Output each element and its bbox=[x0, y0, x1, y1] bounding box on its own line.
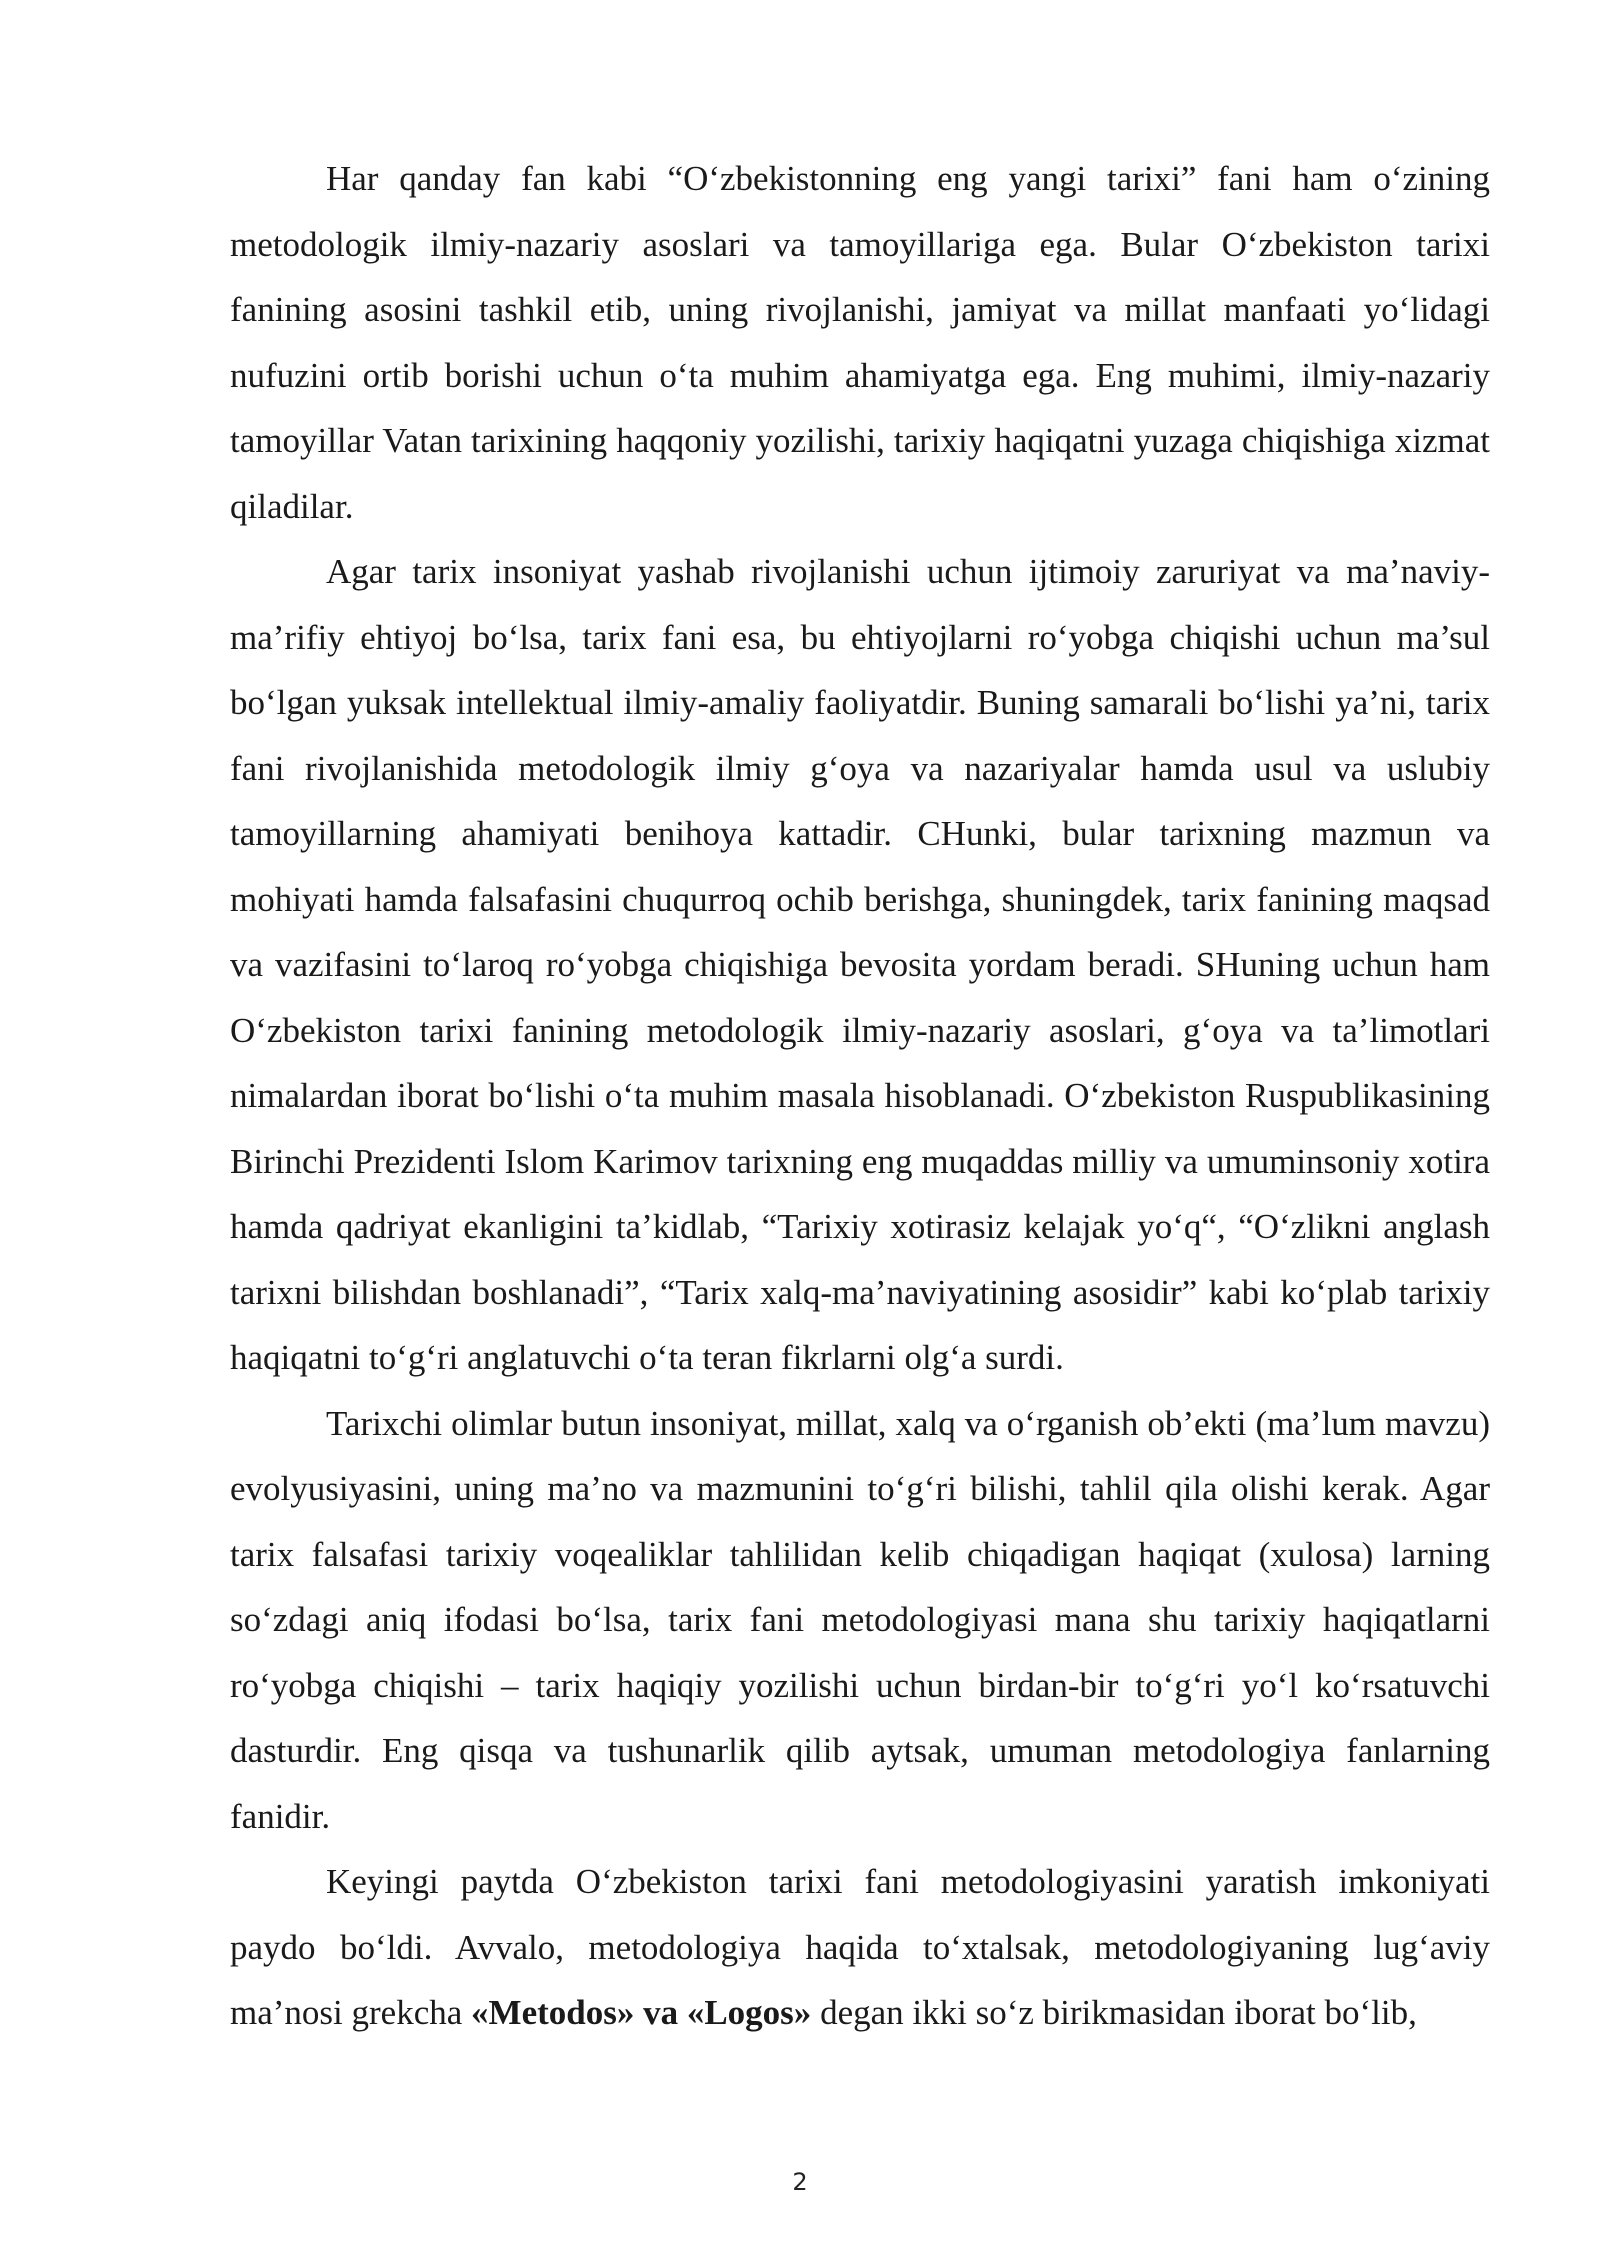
paragraph-3: Tarixchi olimlar butun insoniyat, millat, xalq va o‘rganish ob’ekti (ma’lum mavzu) evolyusiyasini, uning ma’no va mazmunini to‘g‘ri bilishi, tahlil qila olishi kerak. Agar tarix falsafasi tarixiy voqealiklar tahlilidan kelib chiqadigan haqiqat (xulosa) larning so‘zdagi aniq ifodasi bo‘lsa, tarix fani metodologiyasi mana shu tarixiy haqiqatlarni ro‘yobga chiqishi – tarix haqiqiy yozilishi uchun birdan-bir to‘g‘ri yo‘l ko‘rsatuvchi dasturdir. Eng qisqa va tushunarlik qilib aytsak, umuman metodologiya fanlarning fanidir. bbox=[230, 1403, 1490, 1836]
paragraph-4-text-after: degan ikki so‘z birikmasidan iborat bo‘lib, bbox=[811, 1993, 1417, 2032]
page-number: 2 bbox=[792, 2168, 808, 2196]
paragraph-4-text-before: Keyingi paytda O‘zbekiston tarixi fani metodologiyasini yaratish imkoniyati paydo bo‘ldi. Avvalo, metodologiya haqida to‘xtalsak, metodologiyaning lug‘aviy ma’nosi grekcha bbox=[230, 1862, 1490, 2032]
paragraph-4-bold-terms: «Metodos» va «Logos» bbox=[471, 1993, 812, 2032]
paragraph-2: Agar tarix insoniyat yashab rivojlanishi uchun ijtimoiy zaruriyat va ma’naviy-ma’rifiy ehtiyoj bo‘lsa, tarix fani esa, bu ehtiyojlarni ro‘yobga chiqishi uchun ma’sul bo‘lgan yuksak intellektual ilmiy-amaliy faoliyatdir. Buning samarali bo‘lishi ya’ni, tarix fani rivojlanishida metodologik ilmiy g‘oya va nazariyalar hamda usul va uslubiy tamoyillarning ahamiyati benihoya kattadir. CHunki, bular tarixning mazmun va mohiyati hamda falsafasini chuqurroq ochib berishga, shuningdek, tarix fanining maqsad va vazifasini to‘laroq ro‘yobga chiqishiga bevosita yordam beradi. SHuning uchun ham O‘zbekiston tarixi fanining metodologik ilmiy-nazariy asoslari, g‘oya va ta’limotlari nimalardan iborat bo‘lishi o‘ta muhim masala hisoblanadi. O‘zbekiston Ruspublikasining Birinchi Prezidenti Islom Karimov tarixning eng muqaddas milliy va umuminsoniy xotira hamda qadriyat ekanligini ta’kidlab, “Tarixiy xotirasiz kelajak yo‘q“, “O‘zlikni anglash tarixni bilishdan boshlanadi”, “Tarix xalq-ma’naviyatining asosidir” kabi ko‘plab tarixiy haqiqatni to‘g‘ri anglatuvchi o‘ta teran fikrlarni olg‘a surdi. bbox=[230, 552, 1490, 1377]
document-page bbox=[230, 146, 1490, 2046]
paragraph-4 bbox=[230, 1849, 1490, 2046]
paragraph-1: Har qanday fan kabi “O‘zbekistonning eng yangi tarixi” fani ham o‘zining metodologik ilmiy-nazariy asoslari va tamoyillariga ega. Bular O‘zbekiston tarixi fanining asosini tashkil etib, uning rivojlanishi, jamiyat va millat manfaati yo‘lidagi nufuzini ortib borishi uchun o‘ta muhim ahamiyatga ega. Eng muhimi, ilmiy-nazariy tamoyillar Vatan tarixining haqqoniy yozilishi, tarixiy haqiqatni yuzaga chiqishiga xizmat qiladilar. bbox=[230, 159, 1490, 526]
